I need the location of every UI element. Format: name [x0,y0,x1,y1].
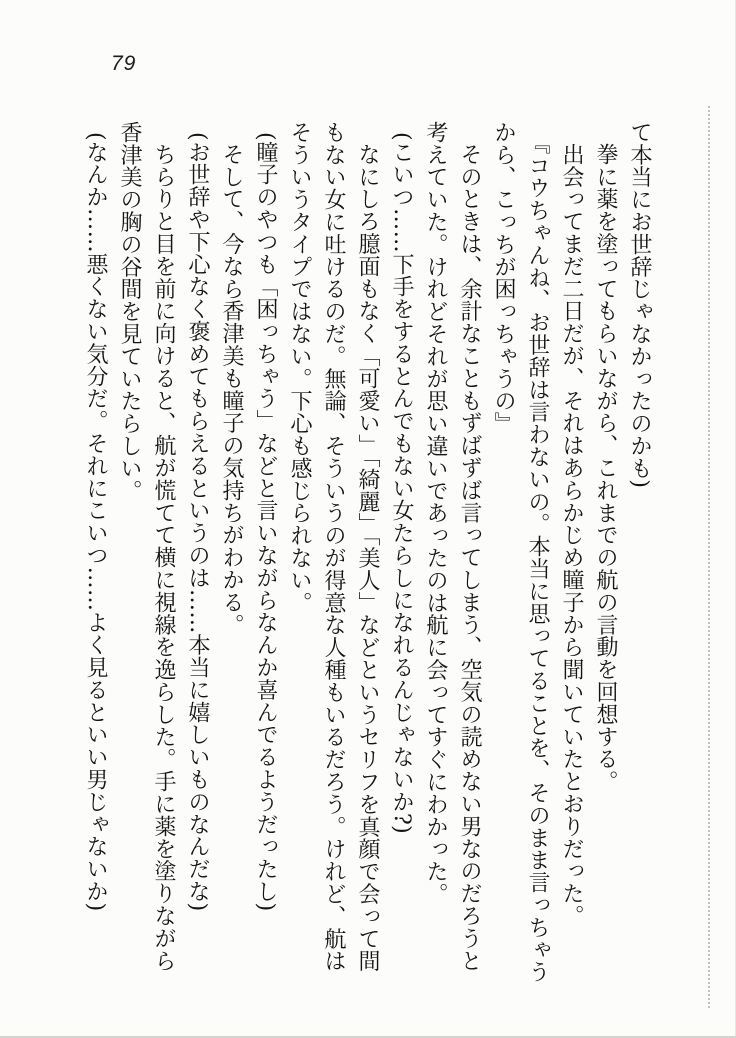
text-column: ちらりと目を前に向けると、航が慌てて横に視線を逸らした。手に薬を塗りながら [151,143,176,972]
text-column: なにしろ臆面もなく「可愛い」「綺麗」「美人」などというセリフを真顔で会って間 [355,143,380,973]
text-column: もない女に吐けるのだ。無論、そういうのが得意な人種もいるだろう。けれど、航は [321,121,346,973]
text-column: そのときは、余計なこともずばずば言ってしまう、空気の読めない男なのだろうと [457,143,482,972]
text-column: から、こっちが困っちゃうの』 [491,121,516,435]
page-number: 79 [111,52,137,75]
text-column: て本当にお世辞じゃなかったのかも) [627,121,652,489]
text-column: 香津美の胸の谷間を見ていたらしい。 [117,121,142,502]
text-column: 考えていた。けれどそれが思い違いであったのは航に会ってすぐにわかった。 [423,121,448,905]
text-column: (瞳子のやつも「困っちゃう」などと言いながらなんか喜んでるようだったし) [253,132,278,912]
text-column: 拳に薬を塗ってもらいながら、これまでの航の言動を回想する。 [593,143,618,793]
text-column: 出会ってまだ二日だが、それはあらかじめ瞳子から聞いていたとおりだった。 [559,143,584,927]
page-edge-scan-line [708,106,710,1008]
text-column: (なんか……悪くない気分だ。それにこいつ……よく見るといい男じゃないか) [83,132,108,912]
text-column: (お世辞や下心なく褒めてもらえるというのは……本当に嬉しいものなんだな) [185,132,210,912]
text-column: そういうタイプではない。下心も感じられない。 [287,121,312,614]
text-column: (こいつ……下手をするとんでもない女たらしになれるんじゃないか?) [389,132,414,835]
text-column: そして、今なら香津美も瞳子の気持ちがわかる。 [219,143,244,636]
vertical-text-block [78,121,656,993]
text-column: 『コウちゃんね、お世辞は言わないの。本当に思ってることを、そのまま言っちゃう [525,132,550,984]
